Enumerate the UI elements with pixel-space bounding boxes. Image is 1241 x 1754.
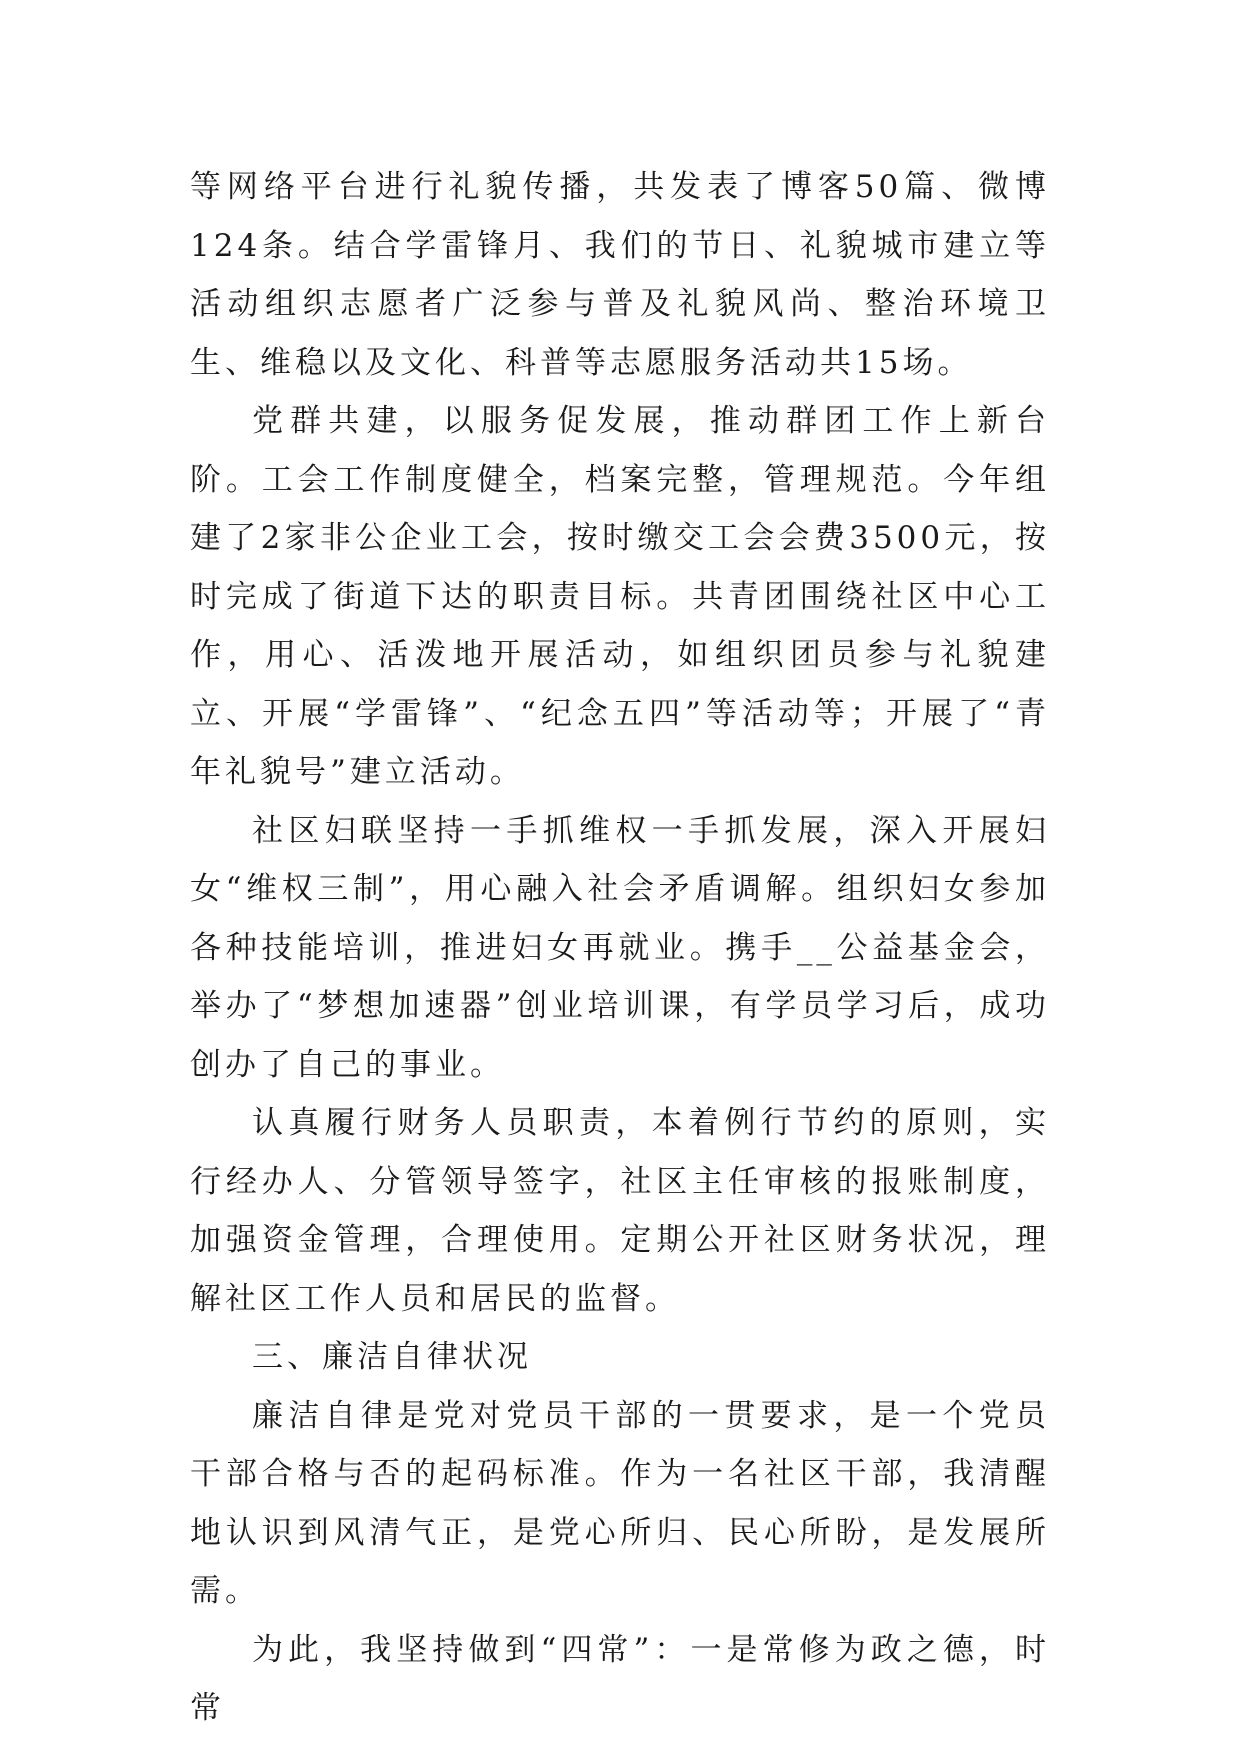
paragraph-3: 社区妇联坚持一手抓维权一手抓发展，深入开展妇女“维权三制”，用心融入社会矛盾调解。组织妇女参加各种技能培训，推进妇女再就业。携手__公益基金会，举办了“梦想加速器”创业培训课，有学员学习后，成功创办了自己的事业。 [190, 812, 1050, 1083]
section-heading: 三、廉洁自律状况 [252, 1339, 532, 1375]
document-body [190, 158, 1050, 1738]
paragraph-2: 党群共建，以服务促发展，推动群团工作上新台阶。工会工作制度健全，档案完整，管理规范。今年组建了2家非公企业工会，按时缴交工会会费3500元，按时完成了街道下达的职责目标。共青团围绕社区中心工作，用心、活泼地开展活动，如组织团员参与礼貌建立、开展“学雷锋”、“纪念五四”等活动等；开展了“青年礼貌号”建立活动。 [190, 403, 1050, 790]
paragraph-4: 认真履行财务人员职责，本着例行节约的原则，实行经办人、分管领导签字，社区主任审核的报账制度，加强资金管理，合理使用。定期公开社区财务状况，理解社区工作人员和居民的监督。 [190, 1105, 1050, 1317]
paragraph-1: 等网络平台进行礼貌传播，共发表了博客50篇、微博124条。结合学雷锋月、我们的节日、礼貌城市建立等活动组织志愿者广泛参与普及礼貌风尚、整治环境卫生、维稳以及文化、科普等志愿服务活动共15场。 [190, 169, 1050, 381]
paragraph-5: 廉洁自律是党对党员干部的一贯要求，是一个党员干部合格与否的起码标准。作为一名社区干部，我清醒地认识到风清气正，是党心所归、民心所盼，是发展所需。 [190, 1397, 1050, 1609]
paragraph-6: 为此，我坚持做到“四常”：一是常修为政之德，时常 [190, 1631, 1050, 1726]
